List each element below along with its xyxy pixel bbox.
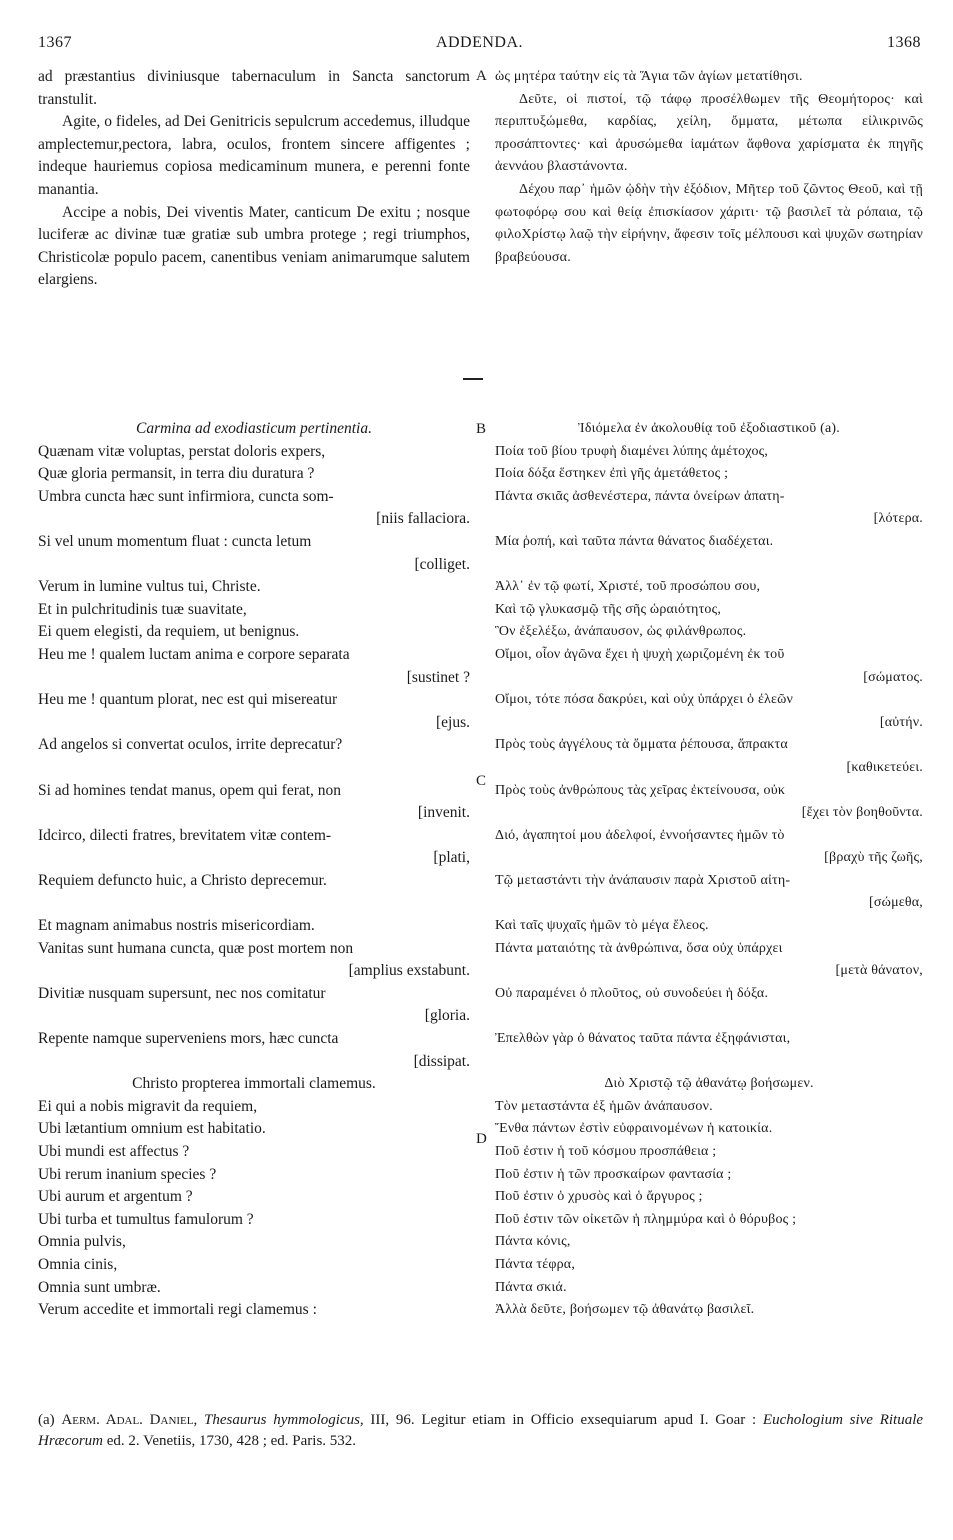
spacer: [38, 892, 470, 915]
greek-intro-para-3: Δέχου παρ᾽ ἡμῶν ᾠδὴν τὴν ἐξόδιον, Μῆτερ τοῦ ζῶντος Θεοῦ, καὶ τῇ φωτοφόρῳ σου καὶ θείᾳ ἐπισκίασον χάριτι· τῷ βασιλεῖ τὰ ρόπαια, τῷ φιλοΧρίστῳ λαῷ τὴν εἰρήνην, ἄφεσιν τοῖς μέλπουσι καὶ ψυχῶν σωτηρίαν βραβεύουσα.: [495, 181, 923, 265]
footnote-work-2: Euchologium sive Rituale Hræcorum: [38, 1412, 924, 1449]
page-header: [38, 34, 921, 56]
latin-line: Ubi turba et tumultus famulorum ?: [38, 1210, 254, 1228]
greek-line: Πάντα ματαιότης τὰ ἀνθρώπινα, ὅσα οὐχ ὑπάρχει: [495, 940, 783, 956]
running-title: ADDENDA.: [435, 34, 524, 51]
page-number-left: 1367: [38, 34, 72, 51]
latin-line: Idcirco, dilecti fratres, brevitatem vitæ contem-: [38, 826, 332, 844]
latin-line-continuation: [dissipat.: [413, 1052, 470, 1070]
greek-line: Πάντα σκιᾶς ἀσθενέστερα, πάντα ὀνείρων ἀπατη-: [495, 488, 785, 504]
latin-line: Et in pulchritudinis tuæ suavitate,: [38, 600, 247, 618]
latin-line: Ubi mundi est affectus ?: [38, 1143, 190, 1160]
greek-line: Πρὸς τοὺς ἀγγέλους τὰ ὄμματα ῥέπουσα, ἄπρακτα: [495, 737, 788, 753]
greek-line: Τὸν μεταστάντα ἐξ ἡμῶν ἀνάπαυσον.: [495, 1098, 713, 1114]
latin-line: Omnia pulvis,: [38, 1233, 126, 1251]
latin-line: Ad angelos si convertat oculos, irrite deprecatur?: [38, 736, 343, 754]
latin-line: Umbra cuncta hæc sunt infirmiora, cuncta som-: [38, 487, 334, 505]
latin-verse-column: [38, 418, 470, 1322]
greek-line: Καὶ τῷ γλυκασμῷ τῆς σῆς ὡραιότητος,: [495, 601, 722, 617]
greek-intro-para-1: ὡς μητέρα ταύτην εἰς τὰ Ἅγια τῶν ἁγίων μετατίθησι.: [495, 69, 803, 84]
latin-line: Vanitas sunt humana cuncta, quæ post mortem non: [38, 939, 354, 957]
latin-line-continuation: [invenit.: [417, 804, 470, 822]
latin-line: Et magnam animabus nostris misericordiam.: [38, 917, 315, 935]
greek-line: Ποῦ ἐστιν ἡ τῶν προσκαίρων φαντασία ;: [495, 1166, 732, 1182]
spacer: [495, 1051, 923, 1074]
greek-line: Μία ῥοπή, καὶ ταῦτα πάντα θάνατος διαδέχεται.: [495, 533, 774, 549]
greek-intro-para-2: Δεῦτε, οἱ πιστοί, τῷ τάφῳ προσέλθωμεν τῆς Θεομήτορος· καὶ περιπτυξώμεθα, καρδίας, χείλη, ὄμματα, μέτωπα εἰλικρινῶς προσάπτοντες· καὶ ἀρυσώμεθα ἰαμάτων ἄφθονα χαρίσματα ἐκ πηγῆς ἀεννάου βλαστάνοντα.: [495, 91, 923, 175]
latin-line: Ubi rerum inanium species ?: [38, 1165, 217, 1183]
footnote-author: Aerm. Adal. Daniel,: [61, 1412, 198, 1428]
latin-line: Si ad homines tendat manus, opem qui ferat, non: [38, 781, 342, 799]
latin-line: Heu me ! quantum plorat, nec est qui misereatur: [38, 691, 338, 709]
latin-section-title: Carmina ad exodiasticum pertinentia.: [136, 420, 372, 437]
greek-line-continuation: [λότερα.: [873, 511, 923, 527]
latin-line: Ubi aurum et argentum ?: [38, 1188, 193, 1206]
latin-line: Repente namque superveniens mors, hæc cuncta: [38, 1030, 339, 1048]
greek-line: Τῷ μεταστάντι τὴν ἀνάπαυσιν παρὰ Χριστοῦ αἰτη-: [495, 872, 791, 888]
latin-line-continuation: [gloria.: [424, 1007, 470, 1025]
greek-line-continuation: [ἔχει τὸν βοηθοῦντα.: [801, 805, 923, 821]
latin-line: Si vel unum momentum fluat : cuncta letum: [38, 532, 312, 550]
spacer: [495, 1005, 923, 1028]
greek-line: Καὶ ταῖς ψυχαῖς ἡμῶν τὸ μέγα ἔλεος.: [495, 918, 709, 934]
latin-intro: [38, 66, 470, 292]
greek-line: Ποῦ ἐστιν ὁ χρυσὸς καὶ ὁ ἄργυρος ;: [495, 1189, 703, 1205]
greek-line: Πάντα τέφρα,: [495, 1256, 576, 1272]
greek-line: Πάντα σκιά.: [495, 1279, 567, 1295]
spacer: [495, 554, 923, 577]
greek-line: Ὃν ἐξελέξω, ἀνάπαυσον, ὡς φιλάνθρωπος.: [495, 624, 747, 640]
greek-intro: [495, 66, 923, 269]
greek-line: Πάντα κόνις,: [495, 1234, 571, 1250]
greek-line-continuation: [σώματος.: [863, 669, 923, 685]
spacer: [38, 757, 470, 780]
greek-section-title: Ἰδιόμελα ἐν ἀκολουθίᾳ τοῦ ἐξοδιαστικοῦ (a).: [578, 421, 840, 436]
greek-line-continuation: [σώμεθα,: [869, 895, 923, 911]
page-number-right: 1368: [887, 34, 921, 51]
greek-line: Διό, ἀγαπητοί μου ἀδελφοί, ἐννοήσαντες ἡμῶν τὸ: [495, 827, 785, 843]
latin-line: Divitiæ nusquam supersunt, nec nos comitatur: [38, 984, 326, 1002]
footnote-text-2: ed. 2. Venetiis, 1730, 428 ; ed. Paris. 532.: [106, 1433, 357, 1449]
greek-verse-column: [495, 418, 923, 1322]
greek-line-continuation: [βραχὺ τῆς ζωῆς,: [824, 850, 923, 866]
latin-line: Christo propterea immortali clamemus.: [132, 1075, 376, 1093]
latin-line: Verum in lumine vultus tui, Christe.: [38, 578, 261, 596]
latin-line-continuation: [plati,: [433, 849, 470, 867]
greek-line-continuation: [μετὰ θάνατον,: [835, 963, 923, 979]
greek-line-continuation: [αὐτήν.: [879, 714, 923, 730]
greek-line-continuation: [καθικετεύει.: [846, 759, 923, 775]
greek-line: Ποῦ ἐστιν ἡ τοῦ κόσμου προσπάθεια ;: [495, 1144, 717, 1159]
latin-line: Ei qui a nobis migravit da requiem,: [38, 1097, 258, 1115]
latin-line: Ei quem elegisti, da requiem, ut benignus.: [38, 623, 300, 641]
footnote-mark: (a): [38, 1412, 55, 1428]
latin-line: Omnia sunt umbræ.: [38, 1278, 161, 1296]
section-marker-b: B: [476, 421, 487, 437]
latin-intro-para-1: ad præstantius diviniusque tabernaculum in Sancta sanctorum transtulit.: [38, 68, 470, 108]
latin-line: Requiem defuncto huic, a Christo deprecemur.: [38, 871, 327, 889]
footnote-work: Thesaurus hymmologicus,: [204, 1412, 364, 1428]
latin-intro-para-3: Accipe a nobis, Dei viventis Mater, canticum De exitu ; nosque luciferæ ac divinæ tuæ gratiæ sub umbra protege ; regi triumphos, Christicolæ populo pacem, canentibus veniam animarumque salutem elargiens.: [38, 203, 470, 289]
greek-line: Ἐπελθὼν γὰρ ὁ θάνατος ταῦτα πάντα ἐξηφάνισται,: [495, 1031, 791, 1047]
latin-line: Ubi lætantium omnium est habitatio.: [38, 1120, 266, 1138]
section-marker-c: C: [476, 773, 487, 789]
latin-line: Heu me ! qualem luctam anima e corpore separata: [38, 645, 350, 663]
greek-line: Διὸ Χριστῷ τῷ ἀθανάτῳ βοήσωμεν.: [604, 1076, 814, 1092]
latin-line: Omnia cinis,: [38, 1255, 118, 1273]
latin-line-continuation: [colliget.: [414, 555, 470, 573]
latin-line: Quæ gloria permansit, in terra diu duratura ?: [38, 465, 315, 483]
section-marker-a: A: [476, 68, 487, 84]
section-divider: [463, 378, 483, 380]
latin-line-continuation: [amplius exstabunt.: [348, 962, 470, 980]
greek-line: Ἀλλὰ δεῦτε, βοήσωμεν τῷ ἀθανάτῳ βασιλεῖ.: [495, 1302, 755, 1318]
greek-line: Ποῦ ἐστιν τῶν οἰκετῶν ἡ πλημμύρα καὶ ὁ θόρυβος ;: [495, 1211, 797, 1227]
footnote-text-1: III, 96. Legitur etiam in Officio exsequiarum apud I. Goar :: [370, 1412, 757, 1428]
greek-line: Πρὸς τοὺς ἀνθρώπους τὰς χεῖρας ἐκτείνουσα, οὐκ: [495, 782, 786, 798]
greek-line: Ποία τοῦ βίου τρυφὴ διαμένει λύπης ἀμέτοχος,: [495, 443, 769, 459]
latin-intro-para-2: Agite, o fideles, ad Dei Genitricis sepulcrum accedemus, illudque amplectemur,pectora, labra, oculos, frontem sincere affigentes ; indeque hauriemus copiosa medicaminum munera, e perenni fonte manantia.: [38, 113, 470, 198]
section-marker-d: D: [476, 1131, 487, 1147]
latin-line: Verum accedite et immortali regi clamemus :: [38, 1301, 317, 1319]
footnote: [38, 1410, 923, 1452]
greek-line: Οὐ παραμένει ὁ πλοῦτος, οὐ συνοδεύει ἡ δόξα.: [495, 985, 769, 1001]
greek-line: Ἔνθα πάντων ἐστὶν εὐφραινομένων ἡ κατοικία.: [495, 1121, 773, 1137]
latin-line: Quænam vitæ voluptas, perstat doloris expers,: [38, 442, 326, 460]
greek-line: Οἴμοι, οἷον ἀγῶνα ἔχει ἡ ψυχὴ χωριζομένη ἐκ τοῦ: [495, 646, 785, 662]
greek-line: Ἀλλ᾽ ἐν τῷ φωτί, Χριστέ, τοῦ προσώπου σου,: [495, 579, 761, 595]
greek-line: Οἴμοι, τότε πόσα δακρύει, καὶ οὐχ ὑπάρχει ὁ ἐλεῶν: [495, 692, 794, 708]
latin-line-continuation: [sustinet ?: [406, 668, 470, 686]
latin-line-continuation: [niis fallaciora.: [376, 510, 470, 528]
latin-line-continuation: [ejus.: [435, 713, 470, 731]
greek-line: Ποία δόξα ἕστηκεν ἐπὶ γῆς ἀμετάθετος ;: [495, 466, 729, 482]
